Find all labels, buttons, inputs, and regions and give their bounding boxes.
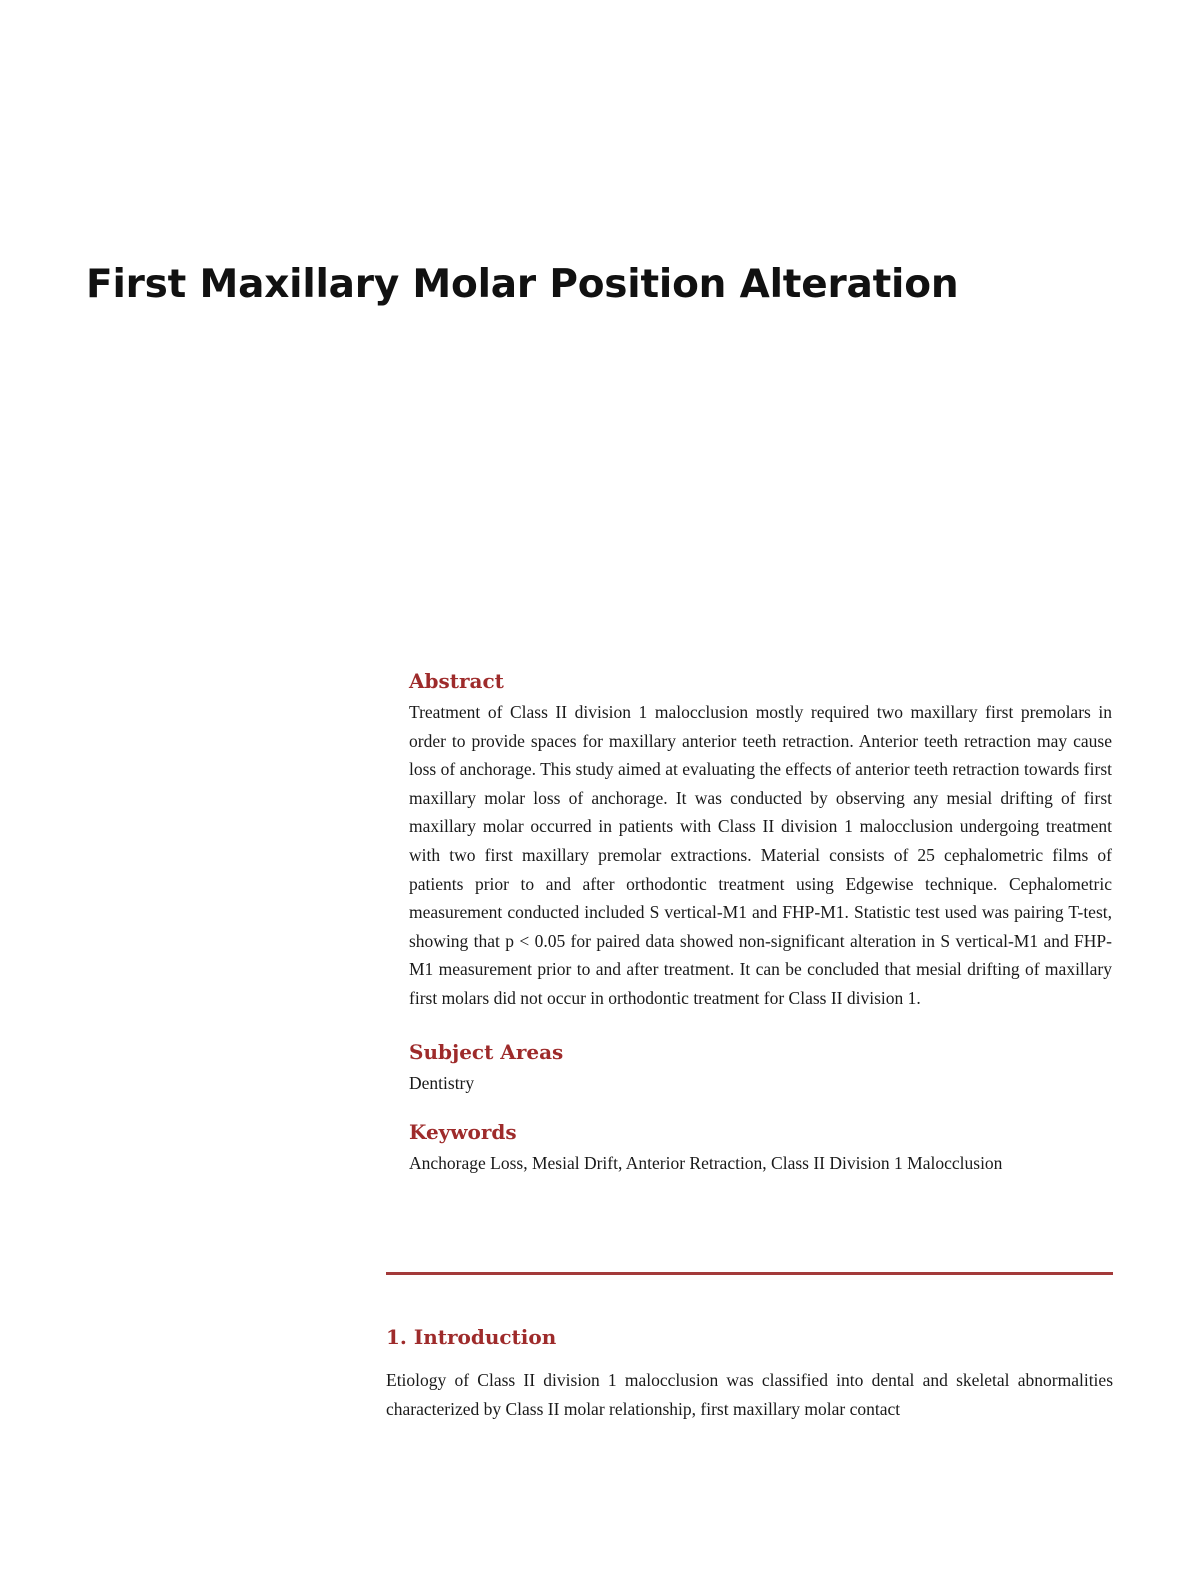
abstract-text: Treatment of Class II division 1 malocclusion mostly required two maxillary first premolars in order to provide spaces for maxillary anterior teeth retraction. Anterior teeth retraction may cause loss of anchorage. This study aimed at evaluating the effects of anterior teeth retraction towards first maxillary molar loss of anchorage. It was conducted by observing any mesial drifting of first maxillary molar occurred in patients with Class II division 1 malocclusion undergoing treatment with two first maxillary premolar extractions. Material consists of 25 cephalometric films of patients prior to and after orthodontic treatment using Edgewise technique. Cephalometric measurement conducted included S vertical-M1 and FHP-M1. Statistic test used was pairing T-test, showing that p < 0.05 for paired data showed non-significant alteration in S vertical-M1 and FHP-M1 measurement prior to and after treatment. It can be concluded that mesial drifting of maxillary first molars did not occur in orthodontic treatment for Class II division 1.	[409, 702, 1112, 1008]
subject-areas-text: Dentistry	[409, 1072, 475, 1093]
introduction-heading: 1. Introduction	[386, 1325, 557, 1349]
keywords-heading: Keywords	[409, 1120, 517, 1145]
paper-title: First Maxillary Molar Position Alteration	[86, 262, 959, 307]
abstract-heading: Abstract	[409, 669, 504, 693]
keywords-text: Anchorage Loss, Mesial Drift, Anterior Retraction, Class II Division 1 Malocclusion	[409, 1153, 1003, 1174]
section-divider	[386, 1272, 1113, 1275]
subject-areas-heading: Subject Areas	[409, 1039, 564, 1064]
abstract-section	[409, 664, 1112, 1178]
introduction-section	[386, 1322, 1113, 1423]
introduction-text: Etiology of Class II division 1 malocclusion was classified into dental and skeletal abnormalities characterized by Class II molar relationship, first maxillary molar contact	[386, 1370, 1113, 1419]
